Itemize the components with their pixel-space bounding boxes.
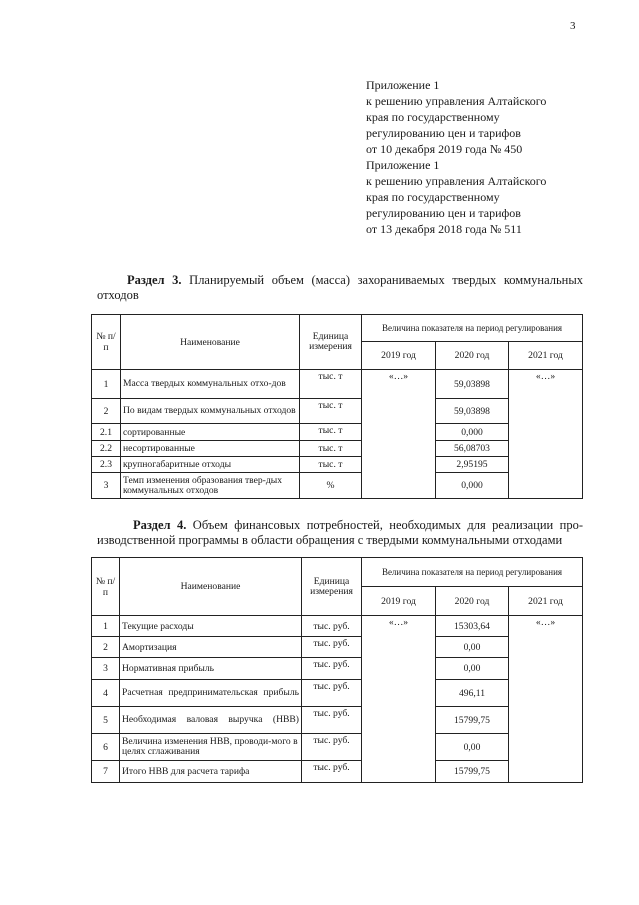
section-3-title-text: Планируемый объем (масса) захораниваемых твердых коммунальных отходов <box>97 273 583 302</box>
row-name: Необходимая валовая выручка (НВВ) <box>120 707 302 734</box>
header-2019: 2019 год <box>362 587 436 616</box>
row-unit: тыс. т <box>300 424 362 441</box>
table-row <box>92 370 583 399</box>
row-num: 1 <box>92 370 121 399</box>
section-4-title <box>97 518 583 548</box>
row-name: По видам твердых коммунальных отходов <box>121 399 300 424</box>
row-unit: тыс. руб. <box>302 637 362 658</box>
row-num: 2 <box>92 637 120 658</box>
header-name: Наименование <box>121 315 300 370</box>
omitted-2019-value: «…» <box>362 370 436 499</box>
section-4-table <box>91 557 583 783</box>
row-unit: тыс. т <box>300 441 362 457</box>
row-num: 5 <box>92 707 120 734</box>
row-num: 3 <box>92 658 120 680</box>
row-name: сортированные <box>121 424 300 441</box>
row-value-2020: 496,11 <box>436 680 509 707</box>
row-name: Расчетная предпринимательская прибыль <box>120 680 302 707</box>
row-value-2020: 0,00 <box>436 734 509 761</box>
row-num: 7 <box>92 761 120 783</box>
appendix-previous-decision: Приложение 1 к решению управления Алтайского края по государственному регулированию цен и тарифов от 13 декабря 2018 года № 511 <box>366 158 547 236</box>
row-num: 2 <box>92 399 121 424</box>
header-2020: 2020 год <box>436 342 509 370</box>
row-value-2020: 56,08703 <box>436 441 509 457</box>
section-3-label: Раздел 3. <box>127 273 182 287</box>
section-4-title-text: Объем финансовых потребностей, необходимых для реализации про-изводственной программы в области обращения с твердыми коммунальными отходами <box>97 518 583 547</box>
row-value-2020: 59,03898 <box>436 370 509 399</box>
row-name: Масса твердых коммунальных отхо-дов <box>121 370 300 399</box>
row-value-2020: 15303,64 <box>436 616 509 637</box>
row-unit: тыс. т <box>300 457 362 473</box>
row-unit: тыс. руб. <box>302 680 362 707</box>
row-num: 2.1 <box>92 424 121 441</box>
header-2019: 2019 год <box>362 342 436 370</box>
header-2021: 2021 год <box>509 587 583 616</box>
appendix-current-decision: Приложение 1 к решению управления Алтайского края по государственному регулированию цен и тарифов от 10 декабря 2019 года № 450 <box>366 78 547 156</box>
row-unit: % <box>300 473 362 499</box>
header-num: № п/п <box>92 558 120 616</box>
section-3-table <box>91 314 583 499</box>
row-value-2020: 2,95195 <box>436 457 509 473</box>
row-num: 6 <box>92 734 120 761</box>
header-period: Величина показателя на период регулирования <box>362 315 583 342</box>
row-num: 2.3 <box>92 457 121 473</box>
row-value-2020: 0,000 <box>436 473 509 499</box>
row-unit: тыс. руб. <box>302 734 362 761</box>
row-name: Итого НВВ для расчета тарифа <box>120 761 302 783</box>
row-num: 1 <box>92 616 120 637</box>
row-name: Нормативная прибыль <box>120 658 302 680</box>
table-row <box>92 616 583 637</box>
header-2020: 2020 год <box>436 587 509 616</box>
header-2021: 2021 год <box>509 342 583 370</box>
row-num: 2.2 <box>92 441 121 457</box>
page-number: 3 <box>570 20 576 32</box>
row-num: 3 <box>92 473 121 499</box>
row-name: Темп изменения образования твер-дых коммунальных отходов <box>121 473 300 499</box>
section-3-title <box>97 273 583 303</box>
row-name: Текущие расходы <box>120 616 302 637</box>
row-value-2020: 0,000 <box>436 424 509 441</box>
row-unit: тыс. т <box>300 399 362 424</box>
row-value-2020: 0,00 <box>436 637 509 658</box>
omitted-2021-value: «…» <box>509 370 583 499</box>
row-name: Величина изменения НВВ, проводи-мого в целях сглаживания <box>120 734 302 761</box>
row-name: крупногабаритные отходы <box>121 457 300 473</box>
row-name: несортированные <box>121 441 300 457</box>
row-name: Амортизация <box>120 637 302 658</box>
header-unit: Единица измерения <box>300 315 362 370</box>
header-name: Наименование <box>120 558 302 616</box>
omitted-2021-value: «…» <box>509 616 583 783</box>
row-unit: тыс. т <box>300 370 362 399</box>
row-unit: тыс. руб. <box>302 761 362 783</box>
row-num: 4 <box>92 680 120 707</box>
row-value-2020: 15799,75 <box>436 707 509 734</box>
row-value-2020: 0,00 <box>436 658 509 680</box>
section-4-label: Раздел 4. <box>133 518 187 532</box>
header-period: Величина показателя на период регулирования <box>362 558 583 587</box>
row-unit: тыс. руб. <box>302 658 362 680</box>
row-unit: тыс. руб. <box>302 616 362 637</box>
header-num: № п/п <box>92 315 121 370</box>
row-unit: тыс. руб. <box>302 707 362 734</box>
row-value-2020: 15799,75 <box>436 761 509 783</box>
omitted-2019-value: «…» <box>362 616 436 783</box>
row-value-2020: 59,03898 <box>436 399 509 424</box>
header-unit: Единица измерения <box>302 558 362 616</box>
